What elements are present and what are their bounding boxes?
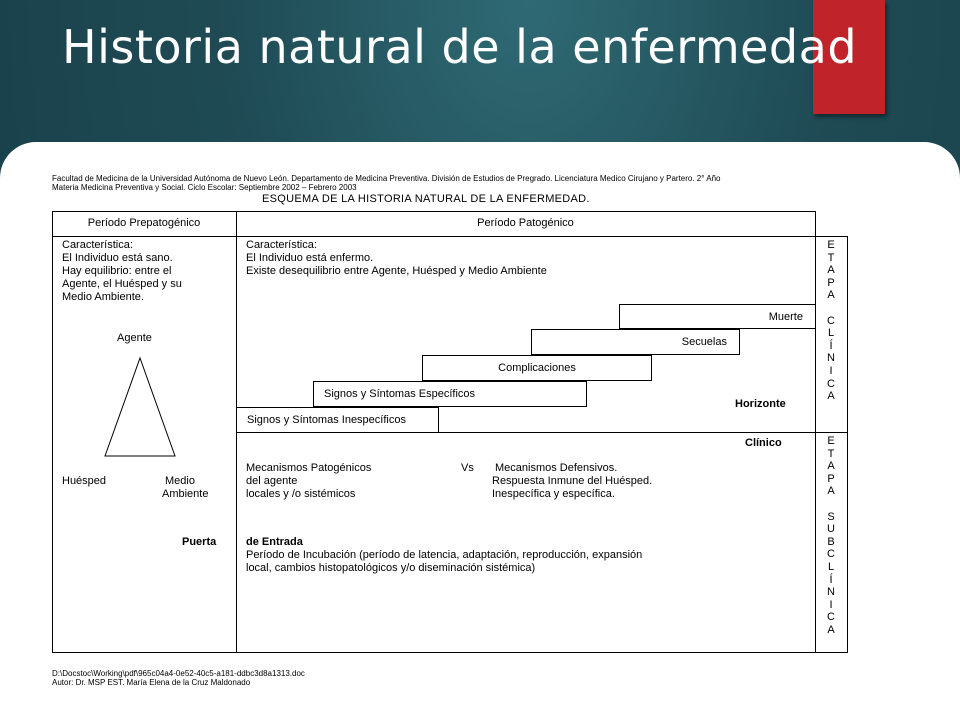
mechanisms-vs: Vs	[461, 462, 474, 474]
stage-letter: C	[827, 611, 835, 624]
incubation-line-1: Período de Incubación (período de latencia, adaptación, reproducción, expansión	[246, 549, 643, 561]
prepatogenic-header: Período Prepatogénico	[87, 217, 201, 229]
prepatogenic-line-1: Característica:	[62, 239, 133, 251]
stage-letter: Í	[829, 573, 833, 586]
content-panel	[0, 142, 960, 720]
step-complications: Complicaciones	[422, 355, 652, 381]
stage-letter: A	[827, 623, 835, 636]
stage-letter: A	[827, 264, 835, 277]
stage-letter: A	[827, 485, 835, 498]
prepatogenic-line-4: Agente, el Huésped y su	[62, 278, 182, 290]
header-line-1: Facultad de Medicina de la Universidad Autónoma de Nuevo León. Departamento de Medicina Preventiva. División de Estudios de Pregrado. Licenciatura Medico Cirujano y Partero. 2° Año	[52, 174, 721, 183]
mechanisms-immune-response: Respuesta Inmune del Huésped.	[492, 475, 653, 487]
stage-letter: U	[827, 523, 835, 536]
stage-letter: T	[827, 251, 835, 264]
stage-letter: E	[827, 239, 835, 251]
stage-letter: A	[827, 390, 835, 403]
stage-letter: C	[827, 548, 835, 561]
environment-label-1: Medio	[165, 475, 195, 487]
stage-letter: P	[827, 276, 835, 289]
stage-right-line	[847, 236, 848, 653]
stage-subclinical-label	[816, 435, 846, 637]
stage-letter: L	[827, 560, 835, 573]
mechanisms-agent: del agente	[246, 475, 298, 487]
stage-letter: C	[827, 314, 835, 327]
prepatogenic-line-2: El Individuo está sano.	[62, 252, 173, 264]
host-label: Huésped	[62, 475, 107, 487]
epidemiological-triangle	[100, 356, 180, 460]
door-label: Puerta	[182, 536, 217, 548]
stage-top-line	[815, 236, 848, 237]
step-sequelae: Secuelas	[531, 329, 740, 355]
stage-clinical-label	[816, 239, 846, 403]
incubation-line-2: local, cambios histopatológicos y/o diseminación sistémica)	[246, 562, 536, 574]
stage-letter: A	[827, 289, 835, 302]
stage-letter: L	[827, 327, 835, 340]
environment-label-2: Ambiente	[162, 488, 209, 500]
stage-letter: N	[827, 586, 835, 599]
stage-letter: I	[829, 364, 833, 377]
patogenic-line-1: Característica:	[246, 239, 317, 251]
table-top-line	[52, 211, 816, 212]
stage-letter: I	[829, 598, 833, 611]
stage-letter: C	[827, 377, 835, 390]
step-death: Muerte	[619, 304, 816, 329]
stage-letter: T	[827, 447, 835, 460]
stage-letter: N	[827, 352, 835, 365]
table-bottom-line	[52, 652, 848, 653]
mechanisms-pathogenic: Mecanismos Patogénicos	[246, 462, 372, 474]
step-specific-signs: Signos y Síntomas Específicos	[313, 381, 587, 407]
stage-letter: P	[827, 472, 835, 485]
mechanisms-local: locales y /o sistémicos	[246, 488, 356, 500]
prepatogenic-line-3: Hay equilibrio: entre el	[62, 265, 172, 277]
header-line-2: Materia Medicina Preventiva y Social. Ciclo Escolar: Septiembre 2002 – Febrero 2003	[52, 183, 357, 192]
table-left-line	[52, 211, 53, 653]
slide-title: Historia natural de la enfermedad	[62, 20, 858, 74]
patogenic-header: Período Patogénico	[477, 217, 574, 229]
scheme-title: ESQUEMA DE LA HISTORIA NATURAL DE LA ENFERMEDAD.	[262, 193, 590, 205]
stage-letter: B	[827, 535, 835, 548]
mechanisms-defensive: Mecanismos Defensivos.	[495, 462, 618, 474]
mechanisms-specificity: Inespecífica y específica.	[492, 488, 615, 500]
stage-letter	[816, 498, 846, 511]
step-nonspecific-signs: Signos y Síntomas Inespecíficos	[236, 407, 439, 433]
stage-letter: E	[827, 435, 835, 447]
footer-path: D:\Docstoc\Working\pdf\965c04a4-0e52-40c5-a181-ddbc3d8a1313.doc	[52, 669, 305, 678]
horizon-label: Horizonte	[735, 398, 786, 410]
patogenic-line-3: Existe desequilibrio entre Agente, Huésped y Medio Ambiente	[246, 265, 547, 277]
stage-letter: Í	[829, 339, 833, 352]
clinical-label: Clínico	[745, 437, 782, 449]
prepatogenic-line-5: Medio Ambiente.	[62, 291, 144, 303]
header-bottom-line	[52, 236, 816, 237]
entry-label: de Entrada	[246, 536, 303, 548]
patogenic-line-2: El Individuo está enfermo.	[246, 252, 374, 264]
stage-letter	[816, 302, 846, 315]
stage-letter: S	[827, 510, 835, 523]
stage-letter: A	[827, 460, 835, 473]
agent-label: Agente	[117, 332, 152, 344]
footer-author: Autor: Dr. MSP EST. María Elena de la Cruz Maldonado	[52, 678, 251, 687]
